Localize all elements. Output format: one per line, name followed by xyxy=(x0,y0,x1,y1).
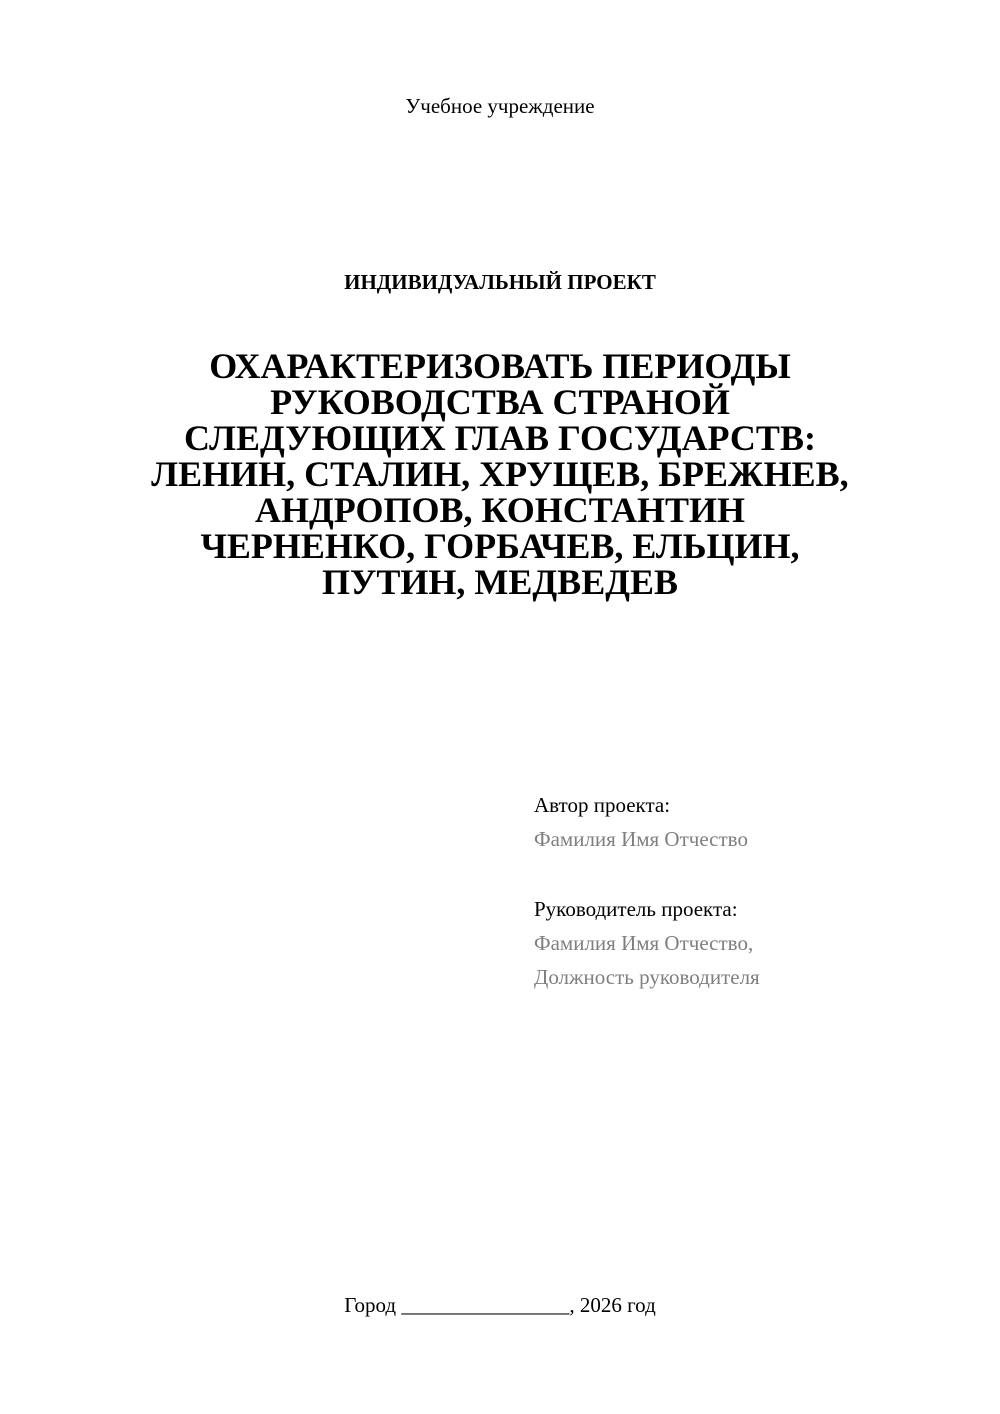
supervisor-position: Должность руководителя xyxy=(534,965,760,989)
title-line: ЧЕРНЕНКО, ГОРБАЧЕВ, ЕЛЬЦИН, xyxy=(200,526,800,566)
title-line: СЛЕДУЮЩИХ ГЛАВ ГОСУДАРСТВ: xyxy=(184,418,816,458)
title-line: ОХАРАКТЕРИЗОВАТЬ ПЕРИОДЫ xyxy=(209,346,791,386)
supervisor-label: Руководитель проекта: xyxy=(534,897,738,921)
supervisor-block xyxy=(534,892,974,994)
title-line: ЛЕНИН, СТАЛИН, ХРУЩЕВ, БРЕЖНЕВ, xyxy=(151,454,849,494)
city-year-line: Город ________________, 2026 год xyxy=(344,1293,656,1317)
title-line: РУКОВОДСТВА СТРАНОЙ xyxy=(270,382,730,422)
title-line: АНДРОПОВ, КОНСТАНТИН xyxy=(254,490,745,530)
title-line: ПУТИН, МЕДВЕДЕВ xyxy=(321,562,678,602)
project-title xyxy=(130,348,870,600)
institution-name: Учебное учреждение xyxy=(405,94,595,118)
author-label: Автор проекта: xyxy=(534,793,671,817)
author-block xyxy=(534,788,974,856)
supervisor-name: Фамилия Имя Отчество, xyxy=(534,931,754,955)
author-name: Фамилия Имя Отчество xyxy=(534,827,748,851)
document-type: ИНДИВИДУАЛЬНЫЙ ПРОЕКТ xyxy=(344,270,656,294)
